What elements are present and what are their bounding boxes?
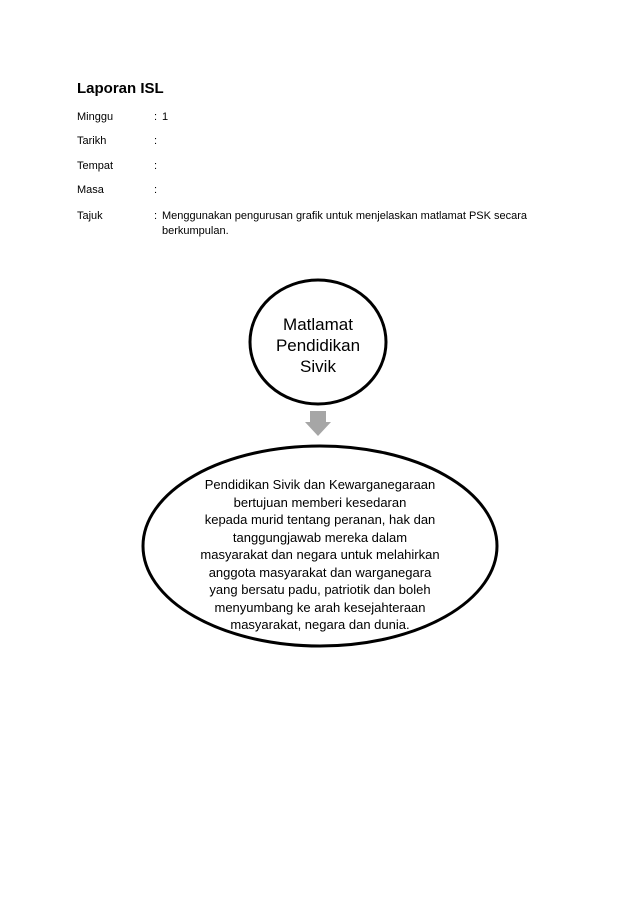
bottom-node-line: menyumbang ke arah kesejahteraan (214, 599, 426, 615)
bottom-node-line: yang bersatu padu, patriotik dan boleh (209, 582, 431, 597)
bottom-node-line: tanggungjawab mereka dalam (232, 529, 408, 545)
down-arrow-icon (305, 411, 331, 436)
top-node-line: Matlamat (283, 315, 353, 334)
bottom-node-line: Pendidikan Sivik dan Kewarganegaraan (204, 477, 436, 492)
field-label: Minggu (77, 111, 114, 123)
field-colon: : (154, 210, 158, 222)
field-label: Tempat (77, 160, 114, 172)
top-node-line: Pendidikan (275, 336, 361, 355)
field-colon: : (154, 160, 158, 172)
bottom-node-line: bertujuan memberi kesedaran (233, 494, 407, 510)
field-label: Tarikh (77, 135, 107, 147)
bottom-node-line: kepada murid tentang peranan, hak dan (204, 512, 436, 527)
top-node-line: Sivik (300, 357, 336, 376)
report-title: Laporan ISL (77, 80, 164, 97)
bottom-node-text (195, 476, 445, 634)
bottom-node-line: masyarakat, negara dan dunia. (230, 617, 410, 632)
bottom-node-line: masyarakat dan negara untuk melahirkan (200, 547, 440, 562)
top-node-text (258, 314, 378, 377)
field-colon: : (154, 135, 158, 147)
bottom-node-line: anggota masyarakat dan warganegara (208, 564, 432, 580)
field-label: Tajuk (77, 210, 103, 222)
field-colon: : (154, 111, 158, 123)
field-label: Masa (77, 184, 104, 196)
field-colon: : (154, 184, 158, 196)
field-value: Menggunakan pengurusan grafik untuk menjelaskan matlamat PSK secara berkumpulan. (162, 210, 528, 237)
field-value: 1 (162, 111, 169, 123)
